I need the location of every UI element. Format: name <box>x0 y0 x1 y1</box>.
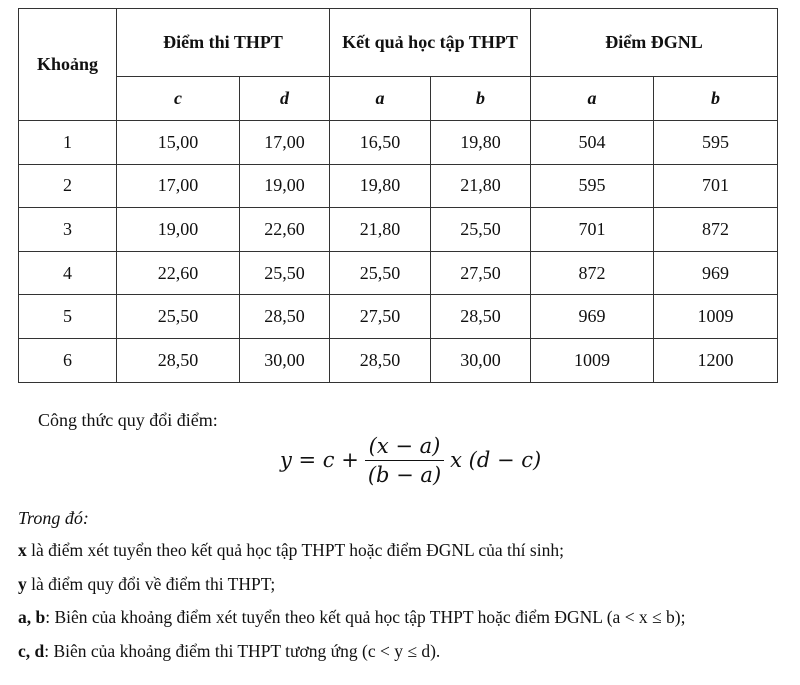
table-body <box>19 121 778 383</box>
table-row <box>19 338 778 382</box>
formula-lhs: y = c + <box>280 448 359 472</box>
legend-text: là điểm xét tuyển theo kết quả học tập THPT hoặc điểm ĐGNL của thí sinh; <box>26 540 564 560</box>
legend-text: : Biên của khoảng điểm thi THPT tương ứng (c < y ≤ d). <box>44 640 441 661</box>
table-cell: 15,00 <box>117 121 240 165</box>
table-cell: 1009 <box>531 338 654 382</box>
legend-item <box>18 574 685 608</box>
table-cell: 1009 <box>654 295 778 339</box>
formula-denominator: (b − a) <box>365 460 444 487</box>
conversion-formula <box>280 432 541 488</box>
table-row <box>19 251 778 295</box>
table-cell: 19,00 <box>240 164 330 208</box>
header-dgnl: Điểm ĐGNL <box>531 9 778 77</box>
table-row <box>19 164 778 208</box>
legend-text: : Biên của khoảng điểm xét tuyển theo kết quả học tập THPT hoặc điểm ĐGNL (a < x ≤ b); <box>45 607 686 627</box>
table-cell: 28,50 <box>117 338 240 382</box>
range-index-cell: 5 <box>19 295 117 339</box>
legend-item <box>18 607 685 641</box>
legend-term: a, b <box>18 607 46 627</box>
legend-list <box>18 540 685 674</box>
table-cell: 22,60 <box>117 251 240 295</box>
legend-item <box>18 540 685 574</box>
legend-text: là điểm quy đổi về điểm thi THPT; <box>26 573 276 594</box>
table-cell: 872 <box>654 208 778 252</box>
formula-rhs: x (d − c) <box>450 448 542 472</box>
legend-title: Trong đó: <box>18 508 89 528</box>
legend-term: c, d <box>18 640 45 661</box>
table-cell: 701 <box>531 208 654 252</box>
table-cell: 28,50 <box>431 295 531 339</box>
table-cell: 25,50 <box>431 208 531 252</box>
legend-item <box>18 641 685 675</box>
table-row <box>19 121 778 165</box>
table-row <box>19 208 778 252</box>
table-cell: 30,00 <box>240 338 330 382</box>
range-index-cell: 3 <box>19 208 117 252</box>
table-cell: 19,80 <box>330 164 431 208</box>
table-cell: 16,50 <box>330 121 431 165</box>
table-cell: 701 <box>654 164 778 208</box>
table-cell: 30,00 <box>431 338 531 382</box>
table-cell: 504 <box>531 121 654 165</box>
table-cell: 1200 <box>654 338 778 382</box>
table-cell: 17,00 <box>117 164 240 208</box>
subheader-a: a <box>531 77 654 121</box>
formula-fraction <box>365 434 444 487</box>
table-cell: 27,50 <box>431 251 531 295</box>
range-index-cell: 4 <box>19 251 117 295</box>
table-cell: 19,00 <box>117 208 240 252</box>
subheader-a: a <box>330 77 431 121</box>
subheader-c: c <box>117 77 240 121</box>
range-index-cell: 1 <box>19 121 117 165</box>
header-range: Khoảng <box>19 9 117 121</box>
legend-term: x <box>18 540 27 560</box>
conversion-table <box>18 8 778 383</box>
table-cell: 969 <box>654 251 778 295</box>
table-cell: 25,50 <box>330 251 431 295</box>
table-cell: 22,60 <box>240 208 330 252</box>
table-cell: 28,50 <box>240 295 330 339</box>
table-cell: 969 <box>531 295 654 339</box>
header-thpt-exam: Điểm thi THPT <box>117 9 330 77</box>
table-cell: 595 <box>654 121 778 165</box>
subheader-d: d <box>240 77 330 121</box>
table-cell: 27,50 <box>330 295 431 339</box>
subheader-b: b <box>654 77 778 121</box>
table-cell: 25,50 <box>240 251 330 295</box>
table-cell: 19,80 <box>431 121 531 165</box>
table-cell: 28,50 <box>330 338 431 382</box>
table-cell: 872 <box>531 251 654 295</box>
formula-numerator: (x − a) <box>368 433 441 458</box>
table-cell: 595 <box>531 164 654 208</box>
table-cell: 21,80 <box>431 164 531 208</box>
legend-term: y <box>18 573 27 594</box>
header-study-result: Kết quả học tập THPT <box>330 9 531 77</box>
formula-intro: Công thức quy đổi điểm: <box>38 410 218 430</box>
range-index-cell: 2 <box>19 164 117 208</box>
table-cell: 25,50 <box>117 295 240 339</box>
table-cell: 21,80 <box>330 208 431 252</box>
table-cell: 17,00 <box>240 121 330 165</box>
range-index-cell: 6 <box>19 338 117 382</box>
table-row <box>19 295 778 339</box>
subheader-b: b <box>431 77 531 121</box>
